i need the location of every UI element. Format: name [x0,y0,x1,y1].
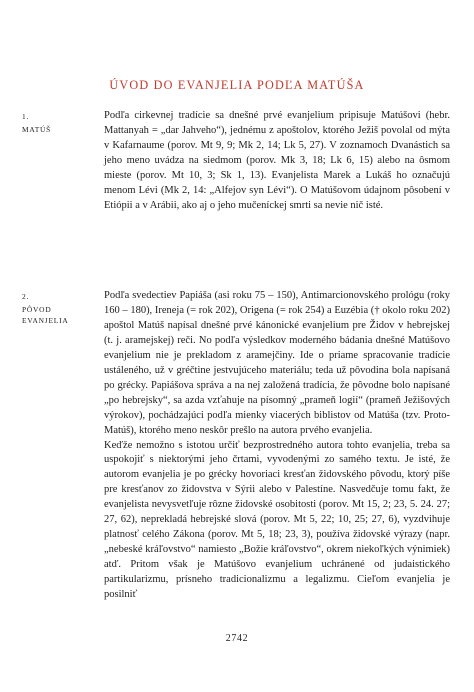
section-number: 1. [22,112,30,121]
page-number: 2742 [225,633,249,644]
paragraph: Keďže nemožno s istotou určiť bezprostredného autora tohto evanjelia, treba sa uspokojiť s niektorými jeho črtami, vyvodenými zo samého textu. Je isté, že autorom evanjelia je po grécky hovoriaci kresťan židovského pôvodu, ktorý píše pre kresťanov zo židovstva v Sýrii alebo v Palestíne. Nasvedčuje tomu fakt, že evanjelista nevysvetľuje rôzne židovské osobitosti (porov. Mt 15, 2; 23, 5. 24. 27; 27, 62), neprekladá hebrejské slová (porov. Mt 5, 22; 10, 25; 27, 6), vyzdvihuje platnosť celého Zákona (porov. Mt 5, 18; 23, 3), používa židovské výrazy (napr. „nebeské kráľovstvo“ namiesto „Božie kráľovstvo“, okrem niekoľkých výnimiek) atď. Pritom však je Matúšovo evanjelium uchránené od judaistického partikularizmu, prísneho tradicionalizmu a legalizmu. Cieľom evanjelia je posilniť [104,439,450,601]
section-title: MATÚŠ [22,125,52,134]
section-number: 2. [22,292,30,301]
section-body [104,289,450,603]
paragraph: Podľa cirkevnej tradície sa dnešné prvé evanjelium pripisuje Matúšovi (hebr. Mattanyah = „dar Jahveho“), jednému z apoštolov, ktorého Ježiš povolal od mýta v Kafarnaume (porov. Mt 9, 9; Mk 2, 14; Lk 5, 27). V zoznamoch Dvanástich sa jeho meno uvádza na siedmom (porov. Mk 3, 18; Lk 6, 15) alebo na ôsmom mieste (porov. Mt 10, 3; Sk 1, 13). Evanjelista Marek a Lukáš ho označujú menom Lévi (Mk 2, 14: „Alfejov syn Lévi“). O Matúšovom údajnom pôsobení v Etiópii a v Arábii, ako aj o jeho mučeníckej smrti sa nevie nič isté. [104,110,450,211]
section-heading [22,111,92,135]
paragraph: Podľa svedectiev Papiáša (asi roku 75 – 150), Antimarcionovského prológu (roky 160 – 180), Ireneja (= rok 202), Origena (= rok 254) a Euzébia († okolo roku 202) apoštol Matúš napísal dnešné prvé kánonické evanjelium pre Židov v hebrejskej (t. j. aramejskej) reči. No podľa výsledkov moderného bádania dnešné Matúšovo evanjelium nie je prekladom z aramejčiny. Ide o priame spracovanie tradície ustáleného, už v gréčtine jestvujúceho materiálu; teda už pôvodina bola napísaná po grécky. Papiášova správa a na nej založená tradícia, že pôvodne bolo napísané „po hebrejsky“, sa azda vzťahuje na písomný „prameň logií“ (prameň Ježišových výrokov), pochádzajúci podľa mienky viacerých biblistov od Matúša (tzv. Proto-Matúš), ktorého meno neskôr prešlo na autora prvého evanjelia. [104,290,450,436]
section-heading [22,291,92,326]
section-title: PÔVOD EVANJELIA [22,305,69,325]
page-title: ÚVOD DO EVANJELIA PODĽA MATÚŠA [109,78,365,92]
section-body [104,109,450,214]
